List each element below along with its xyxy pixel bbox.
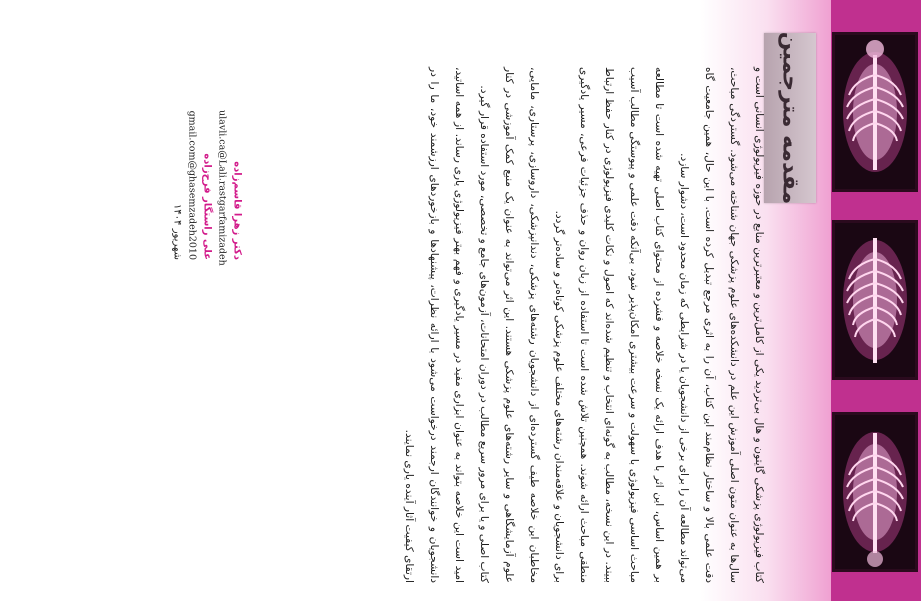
email: ulavli.ca@Lali.rastgarfamizadeh — [216, 110, 228, 266]
body-container — [275, 64, 775, 586]
xray-chest-icon — [835, 415, 915, 569]
paragraph: کتاب فیزیولوژی پزشکی گایتون و هال بی‌تردید یکی از کامل‌ترین و معتبرترین منابع در حوزه فیزیولوژی انسانی است و سال‌ها به عنوان متون اصلی آموزش این علم در دانشکده‌های علوم پزشکی جهان شناخته می‌شود. گستردگی مباحث، دقت علمی بالا و ساختار نظام‌مند این کتاب، آن را به اثری مرجع تبدیل کرده است. با این حال، همین جامعیت گاه می‌تواند مطالعه آن را برای برخی از دانشجویان یا در شرایطی که زمان محدود است، دشوار سازد. — [678, 67, 765, 583]
xray-chest-icon — [835, 223, 915, 377]
email: gmail.com@ghasemzadeh2010 — [186, 110, 198, 260]
xray-image-middle — [832, 220, 918, 380]
signatory-name: علی راستگار فرح‌زاده — [201, 153, 213, 260]
xray-image-top — [832, 32, 918, 192]
paragraph: امید است این خلاصه بتواند به عنوان ابزاری مفید در مسیر یادگیری و فهم بهتر فیزیولوژی یاری رساند. از همه اساتید، دانشجویان و خوانندگان ارجمند درخواست می‌شود با ارائه نظرات، پیشنهادها و بازخوردهای ارزشمند خود، ما را در ارتقای کیفیت آثار آینده یاری نمایند. — [403, 67, 465, 583]
signatory-name: دکتر زهرا قاسم‌زاده — [231, 161, 243, 260]
xray-chest-icon — [835, 35, 915, 189]
signature-date: شهریور ۱۴۰۴ — [171, 204, 183, 260]
page-title: مقدمه مترجمین — [777, 31, 803, 205]
paragraph: مخاطبان این خلاصه طیف گسترده‌ای از دانشجویان رشته‌های پزشکی، دندانپزشکی، داروسازی، پرستاری، مامایی، علوم آزمایشگاهی و سایر رشته‌های علوم پزشکی هستند. این اثر می‌تواند به عنوان یک منبع کمک آموزشی در کنار کتاب اصلی و یا برای مرور سریع مطالب در دوران امتحانات، آزمون‌های جامع و تخصصی، مورد استفاده قرار گیرد. — [478, 67, 540, 583]
paragraph: بر همین اساس، این اثر با هدف ارائه یک نسخه خلاصه و فشرده از محتوای کتاب اصلی تهیه شده است تا مطالعه مباحث اساسی فیزیولوژی با سهولت و سرعت بیشتری امکان‌پذیر شود، بی‌آنکه دقت علمی و پیوستگی مطالب آسیب ببیند. در این نسخه، مطالب به گونه‌ای انتخاب و تنظیم شده‌اند که اصول و نکات کلیدی فیزیولوژی در کنار حفظ ارتباط منطقی مباحث ارائه شوند. همچنین تلاش شده است تا استفاده از زبان روان و حذف جزئیات فرعی، مسیر یادگیری برای دانشجویان و علاقه‌مندان رشته‌های مختلف علوم پزشکی کوتاه‌تر و ساده‌تر گردد. — [553, 67, 665, 583]
signature-container — [152, 110, 262, 266]
signature-block — [170, 110, 245, 266]
body-text — [279, 67, 771, 583]
xray-image-bottom — [832, 412, 918, 572]
